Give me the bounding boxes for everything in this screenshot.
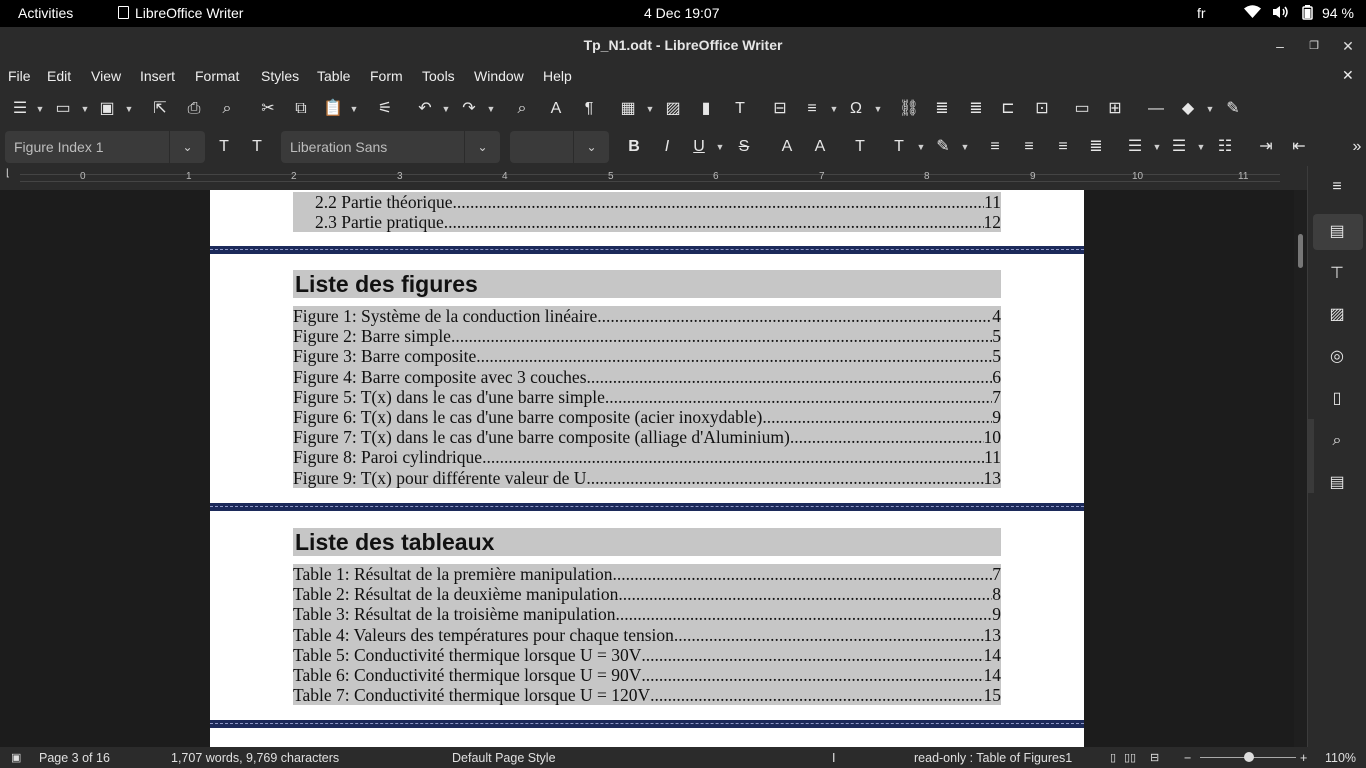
export-pdf-icon[interactable]: ⇱: [153, 100, 167, 117]
zoom-in-icon[interactable]: +: [1300, 751, 1308, 765]
tables-index: [293, 564, 1001, 705]
page-separator: [210, 720, 1084, 728]
justify-icon[interactable]: ≣: [1089, 138, 1103, 155]
table-entry[interactable]: Table 6: Conductivité thermique lorsque U = 90V ..... 14: [293, 665, 1001, 685]
update-style-icon[interactable]: T: [219, 138, 229, 155]
vertical-scrollbar[interactable]: [1294, 190, 1307, 747]
unordered-list-icon[interactable]: ☰: [1127, 138, 1143, 155]
zoom-slider-handle[interactable]: [1244, 752, 1254, 762]
volume-icon[interactable]: [1272, 5, 1289, 22]
special-character-dropdown-icon[interactable]: ▼: [873, 104, 883, 114]
formatting-marks-icon[interactable]: ¶: [584, 100, 594, 117]
zoom-slider[interactable]: [1200, 757, 1296, 758]
style-inspector-icon[interactable]: ⌕: [1332, 432, 1342, 449]
page-setup-icon[interactable]: ▯: [1332, 390, 1342, 407]
ruler-label: 2: [291, 171, 297, 182]
insert-hyperlink-icon[interactable]: ⛓: [898, 100, 920, 117]
toc-entry[interactable]: 2.3 Partie pratique ..... 12: [293, 212, 1001, 232]
decrease-indent-icon[interactable]: ⇤: [1292, 138, 1306, 155]
edit-mode[interactable]: read-only : Table of Figures1: [914, 751, 1073, 765]
font-name-value: Liberation Sans: [290, 139, 388, 155]
menu-help[interactable]: Help: [543, 68, 572, 84]
zoom-level[interactable]: 110%: [1325, 751, 1357, 765]
highlight-color-icon[interactable]: ✎: [936, 138, 950, 155]
insert-chart-icon[interactable]: ▮: [701, 100, 711, 117]
page-style[interactable]: Default Page Style: [452, 751, 556, 765]
insert-field-icon[interactable]: ≡: [807, 100, 817, 117]
font-size-combo[interactable]: [510, 131, 609, 163]
insert-page-break-icon[interactable]: ⊟: [773, 100, 787, 117]
underline-dropdown-icon[interactable]: ▼: [715, 142, 725, 152]
subscript-icon[interactable]: A: [814, 138, 826, 155]
increase-indent-icon[interactable]: ⇥: [1259, 138, 1273, 155]
table-entry[interactable]: Table 5: Conductivité thermique lorsque U = 30V ..... 14: [293, 645, 1001, 665]
table-entry[interactable]: Table 3: Résultat de la troisième manipulation ..... 9: [293, 604, 1001, 624]
undo-dropdown-icon[interactable]: ▼: [441, 104, 451, 114]
ruler-label: 5: [608, 171, 614, 182]
word-count[interactable]: 1,707 words, 9,769 characters: [171, 751, 340, 765]
scrollbar-thumb[interactable]: [1298, 234, 1303, 268]
cut-icon[interactable]: ✂: [261, 100, 275, 117]
insert-line-icon[interactable]: —: [1148, 100, 1164, 117]
paste-dropdown-icon[interactable]: ▼: [349, 104, 359, 114]
insert-cross-reference-icon[interactable]: ⊡: [1035, 100, 1049, 117]
superscript-icon[interactable]: A: [781, 138, 793, 155]
table-entry[interactable]: Table 1: Résultat de la première manipulation ..... 7: [293, 564, 1001, 584]
book-view-icon[interactable]: ⊟: [1150, 752, 1160, 764]
track-changes-icon[interactable]: ⊞: [1108, 100, 1122, 117]
page-separator: [210, 246, 1084, 254]
unordered-list-dropdown-icon[interactable]: ▼: [1152, 142, 1162, 152]
horizontal-ruler[interactable]: [0, 166, 1307, 190]
ruler-label: 11: [1238, 171, 1249, 182]
tab-stop-type-icon[interactable]: ⌊: [6, 168, 10, 179]
standard-toolbar: [0, 90, 1366, 128]
ruler-label: 6: [713, 171, 719, 182]
insert-footnote-icon[interactable]: ≣: [935, 100, 949, 117]
italic-icon[interactable]: I: [664, 138, 670, 155]
clock[interactable]: 4 Dec 19:07: [644, 5, 720, 21]
menu-view[interactable]: View: [91, 68, 122, 84]
templates-dropdown-icon[interactable]: ▼: [35, 104, 45, 114]
field-dropdown-icon[interactable]: ▼: [829, 104, 839, 114]
system-top-bar: [0, 0, 1366, 27]
battery-percentage[interactable]: 94 %: [1322, 5, 1354, 21]
input-language[interactable]: fr: [1197, 5, 1206, 21]
align-right-icon[interactable]: ≡: [1058, 138, 1068, 155]
battery-icon[interactable]: [1302, 5, 1313, 23]
gallery-icon[interactable]: ▨: [1329, 306, 1345, 323]
app-menu-label: LibreOffice Writer: [135, 5, 244, 21]
basic-shapes-icon[interactable]: ◆: [1181, 100, 1195, 117]
document-icon: [118, 6, 129, 19]
chevron-down-icon[interactable]: ⌄: [464, 131, 500, 163]
draw-icon[interactable]: ✎: [1226, 100, 1240, 117]
bold-icon[interactable]: B: [628, 138, 640, 155]
figures-heading: Liste des figures: [293, 270, 1001, 298]
app-menu[interactable]: [118, 5, 243, 21]
close-document-button[interactable]: ✕: [1342, 67, 1354, 83]
table-entry[interactable]: Table 2: Résultat de la deuxième manipulation ..... 8: [293, 584, 1001, 604]
wifi-icon[interactable]: [1244, 5, 1261, 22]
figure-entry[interactable]: Figure 3: Barre composite ..... 5: [293, 346, 1001, 366]
redo-icon[interactable]: ↷: [462, 100, 476, 117]
ruler-label: 1: [186, 171, 192, 182]
menu-format[interactable]: Format: [195, 68, 240, 84]
document-canvas[interactable]: [0, 190, 1307, 747]
window-title-bar[interactable]: [0, 27, 1366, 64]
templates-icon[interactable]: ☰: [12, 100, 28, 117]
page-number[interactable]: Page 3 of 16: [39, 751, 110, 765]
minimize-button[interactable]: –: [1276, 38, 1284, 54]
align-left-icon[interactable]: ≡: [990, 138, 1000, 155]
document-modified-icon[interactable]: ▣: [11, 752, 22, 764]
menu-form[interactable]: Form: [370, 68, 403, 84]
table-dropdown-icon[interactable]: ▼: [645, 104, 655, 114]
menu-styles[interactable]: Styles: [261, 68, 300, 84]
insert-text-box-icon[interactable]: T: [735, 100, 745, 117]
menu-bar: [0, 64, 1366, 90]
figures-index: [293, 306, 1001, 488]
table-entry[interactable]: Table 4: Valeurs des températures pour chaque tension ..... 13: [293, 625, 1001, 645]
tables-heading: Liste des tableaux: [293, 528, 1001, 556]
save-dropdown-icon[interactable]: ▼: [124, 104, 134, 114]
figure-entry[interactable]: Figure 1: Système de la conduction linéaire ..... 4: [293, 306, 1001, 326]
clear-formatting-icon[interactable]: T: [855, 138, 865, 155]
menu-tools[interactable]: Tools: [422, 68, 455, 84]
menu-table[interactable]: Table: [317, 68, 351, 84]
open-folder-icon[interactable]: ▭: [55, 100, 71, 117]
maximize-button[interactable]: ❐: [1309, 40, 1319, 52]
find-replace-icon[interactable]: ⌕: [517, 100, 527, 117]
paragraph-style-combo[interactable]: [5, 131, 205, 163]
figure-entry[interactable]: Figure 5: T(x) dans le cas d'une barre simple ..... 7: [293, 387, 1001, 407]
undo-icon[interactable]: ↶: [418, 100, 432, 117]
font-color-icon[interactable]: T: [894, 138, 904, 155]
sidebar-menu-icon[interactable]: ≡: [1332, 178, 1342, 195]
formatting-toolbar: [0, 128, 1366, 166]
page-icon[interactable]: ⊤: [1330, 265, 1344, 282]
manage-changes-icon[interactable]: ▤: [1329, 474, 1345, 491]
highlight-dropdown-icon[interactable]: ▼: [960, 142, 970, 152]
figure-entry[interactable]: Figure 7: T(x) dans le cas d'une barre composite (alliage d'Aluminium) ..... 10: [293, 427, 1001, 447]
table-of-contents: [293, 192, 1001, 232]
menu-file[interactable]: File: [8, 68, 31, 84]
figure-entry[interactable]: Figure 8: Paroi cylindrique ..... 11: [293, 447, 1001, 467]
underline-icon[interactable]: U: [693, 138, 705, 155]
status-bar: [0, 747, 1366, 768]
chevron-down-icon[interactable]: ⌄: [169, 131, 205, 163]
menu-window[interactable]: Window: [474, 68, 524, 84]
strikethrough-icon[interactable]: S: [738, 138, 750, 155]
ruler-label: 10: [1132, 171, 1144, 182]
menu-insert[interactable]: Insert: [140, 68, 176, 84]
redo-dropdown-icon[interactable]: ▼: [486, 104, 496, 114]
ordered-list-dropdown-icon[interactable]: ▼: [1196, 142, 1206, 152]
font-name-combo[interactable]: [281, 131, 500, 163]
toc-entry[interactable]: 2.2 Partie théorique ..... 11: [293, 192, 1001, 212]
print-preview-icon[interactable]: ⌕: [222, 100, 232, 117]
page: [210, 728, 1084, 747]
align-center-icon[interactable]: ≡: [1024, 138, 1034, 155]
properties-icon[interactable]: ▤: [1329, 223, 1345, 240]
single-page-view-icon[interactable]: ▯: [1110, 752, 1117, 764]
ruler-label: 7: [819, 171, 825, 182]
insert-endnote-icon[interactable]: ≣: [969, 100, 983, 117]
paragraph-style-value: Figure Index 1: [14, 139, 104, 155]
menu-edit[interactable]: Edit: [47, 68, 72, 84]
chevron-down-icon[interactable]: ⌄: [573, 131, 609, 163]
insert-table-icon[interactable]: ▦: [620, 100, 636, 117]
spelling-icon[interactable]: A: [550, 100, 562, 117]
sidebar-collapse-handle[interactable]: [1308, 419, 1314, 493]
save-icon[interactable]: ▣: [99, 100, 115, 117]
multi-page-view-icon[interactable]: ▯▯: [1124, 752, 1137, 764]
zoom-out-icon[interactable]: −: [1184, 751, 1192, 765]
font-color-dropdown-icon[interactable]: ▼: [916, 142, 926, 152]
figure-entry[interactable]: Figure 6: T(x) dans le cas d'une barre composite (acier inoxydable) ..... 9: [293, 407, 1001, 427]
text-cursor-icon: I: [832, 751, 836, 765]
figure-entry[interactable]: Figure 4: Barre composite avec 3 couches ..... 6: [293, 367, 1001, 387]
special-character-icon[interactable]: Ω: [850, 100, 862, 117]
more-options-icon[interactable]: »: [1352, 138, 1362, 155]
open-dropdown-icon[interactable]: ▼: [80, 104, 90, 114]
ruler-label: 4: [502, 171, 508, 182]
ruler-label: 8: [924, 171, 930, 182]
ruler-track: [20, 174, 1280, 182]
ordered-list-icon[interactable]: ☰: [1171, 138, 1187, 155]
figure-entry[interactable]: Figure 2: Barre simple ..... 5: [293, 326, 1001, 346]
ruler-label: 3: [397, 171, 403, 182]
navigator-icon[interactable]: ◎: [1330, 348, 1344, 365]
close-window-button[interactable]: ✕: [1342, 38, 1354, 54]
insert-comment-icon[interactable]: ▭: [1074, 100, 1090, 117]
page-separator: [210, 503, 1084, 511]
shapes-dropdown-icon[interactable]: ▼: [1205, 104, 1215, 114]
activities-button[interactable]: Activities: [18, 5, 74, 21]
insert-image-icon[interactable]: ▨: [665, 100, 681, 117]
table-entry[interactable]: Table 7: Conductivité thermique lorsque U = 120V ..... 15: [293, 685, 1001, 705]
print-icon[interactable]: ⎙: [187, 100, 201, 117]
outline-format-icon[interactable]: ☷: [1217, 138, 1233, 155]
ruler-label: 9: [1030, 171, 1036, 182]
clone-formatting-icon[interactable]: ⚟: [377, 100, 393, 117]
sidebar-deck: [1307, 166, 1366, 747]
insert-bookmark-icon[interactable]: ⊏: [1001, 100, 1015, 117]
copy-icon[interactable]: ⧉: [295, 100, 307, 117]
window-title: Tp_N1.odt - LibreOffice Writer: [583, 37, 783, 53]
ruler-label: 0: [80, 171, 86, 182]
paste-icon[interactable]: 📋: [323, 100, 343, 117]
new-style-icon[interactable]: T: [252, 138, 262, 155]
figure-entry[interactable]: Figure 9: T(x) pour différente valeur de U ..... 13: [293, 468, 1001, 488]
